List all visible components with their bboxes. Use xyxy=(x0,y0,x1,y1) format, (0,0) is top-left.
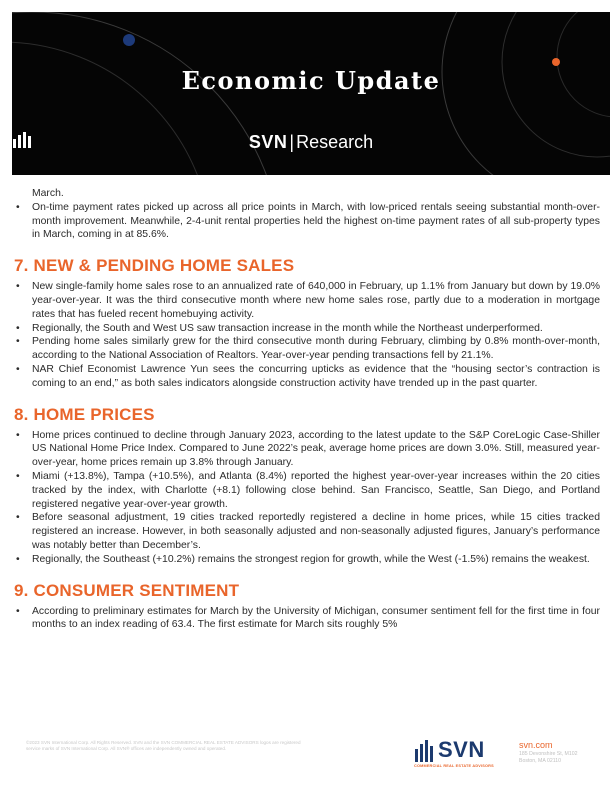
bullet-text: Regionally, the South and West US saw transaction increase in the month while the Northeast underperformed. xyxy=(32,322,543,334)
list-item xyxy=(14,605,600,633)
list-item xyxy=(14,363,600,391)
bullet-icon: • xyxy=(16,363,20,375)
list-item xyxy=(14,553,600,567)
bullet-text: Regionally, the Southeast (+10.2%) remains the strongest region for growth, while the West (-1.5%) remains the weakest. xyxy=(32,553,590,565)
bullet-icon: • xyxy=(16,553,20,565)
list-item xyxy=(14,511,600,552)
footer-logo-tagline: COMMERCIAL REAL ESTATE ADVISORS xyxy=(414,764,494,768)
footer-logo-text: SVN xyxy=(438,737,485,762)
bullet-icon: • xyxy=(16,336,20,348)
svn-footer-logo xyxy=(414,738,504,774)
home-sales-bullet-list xyxy=(14,280,600,390)
website-link[interactable]: svn.com xyxy=(519,740,553,750)
orange-planet-icon xyxy=(552,58,560,66)
list-item xyxy=(14,429,600,470)
address-line: 185 Devonshire St, M102 xyxy=(519,751,578,757)
svn-bars-icon xyxy=(414,740,436,762)
consumer-sentiment-bullet-list xyxy=(14,605,600,633)
list-item xyxy=(14,335,600,363)
main-content xyxy=(14,187,600,632)
blue-planet-icon xyxy=(123,34,135,46)
bullet-text: NAR Chief Economist Lawrence Yun sees the concurring upticks as evidence that the “housing sector’s contraction is coming to an end,” as both sales indicators alongside construction activity have trended up in the past quarter. xyxy=(32,363,600,389)
bullet-text: On-time payment rates picked up across all price points in March, with low-priced rentals seeing substantial month-over-month improvement. Meanwhile, 2-4-unit rental properties held the highest on-time payment rates of all sub-property types in March, coming in at 85.6%. xyxy=(32,201,600,241)
page-title: Economic Update xyxy=(181,66,441,95)
bullet-icon: • xyxy=(16,470,20,482)
bullet-icon: • xyxy=(16,281,20,293)
list-item xyxy=(14,322,600,336)
list-item xyxy=(14,470,600,511)
bullet-text: Miami (+13.8%), Tampa (+10.5%), and Atlanta (8.4%) reported the highest year-over-year increases within the 20 cities tracked by the index, with Charlotte (+8.1) following close behind. San Francisco, Seattle, San Diego, and Portland registered negative year-over-year growth. xyxy=(32,470,600,510)
list-item xyxy=(14,280,600,321)
page-footer xyxy=(26,737,586,780)
header-banner xyxy=(12,12,610,175)
bullet-icon: • xyxy=(16,605,20,617)
continued-text: March. xyxy=(32,188,64,199)
bullet-text: Pending home sales similarly grew for the third consecutive month during February, climbing by 0.8% month-over-month, according to the National Association of Realtors. Year-over-year pending transactions fell by 21.1%. xyxy=(32,336,600,362)
brand-divider: | xyxy=(289,132,295,152)
bullet-icon: • xyxy=(16,429,20,441)
bullet-text: Before seasonal adjustment, 19 cities tracked reportedly registered a decline in home prices, while 15 cities tracked registered an increase. However, in both seasonally adjusted and non-seasonally adjusted figures, January’s performance was notably better than December’s. xyxy=(32,512,600,551)
section-heading-consumer-sentiment: 9. CONSUMER SENTIMENT xyxy=(14,580,240,600)
bullet-icon: • xyxy=(16,512,20,524)
brand-name: SVN xyxy=(248,132,288,152)
brand-lockup xyxy=(12,132,610,153)
home-prices-bullet-list xyxy=(14,429,600,567)
svn-bars-icon xyxy=(12,132,34,148)
section-heading-home-sales: 7. NEW & PENDING HOME SALES xyxy=(14,256,295,276)
legal-notice: ©2023 SVN International Corp. All Rights Reserved. SVN and the SVN COMMERCIAL REAL ESTATE ADVISORS logos are registered service marks of SVN International Corp. All SVN® offices are independently owned and operated. xyxy=(26,740,301,751)
bullet-text: New single-family home sales rose to an annualized rate of 640,000 in February, up 1.1% from January but down by 19.0% year-over-year. It was the third consecutive month where new home sales rose, partly due to a moderation in mortgage rates that has fueled recent homebuying activity. xyxy=(32,281,600,320)
bullet-icon: • xyxy=(16,322,20,334)
bullet-text: According to preliminary estimates for March by the University of Michigan, consumer sentiment fell for the first time in four months to an index reading of 63.4. The first estimate for March sits roughly 5% xyxy=(32,605,600,631)
bullet-icon: • xyxy=(16,201,20,213)
address-line: Boston, MA 02110 xyxy=(519,758,562,764)
bullet-text: Home prices continued to decline through January 2023, according to the latest update to the S&P CoreLogic Case-Shiller US National Home Price Index. Compared to June 2022’s peak, average home prices are down 3.0%. Still, measured year-over-year, home prices remain up 3.8% through January. xyxy=(32,429,600,469)
brand-division: Research xyxy=(296,132,374,152)
list-item xyxy=(14,201,600,242)
footer-contact xyxy=(519,740,589,765)
section-heading-home-prices: 8. HOME PRICES xyxy=(14,404,155,424)
intro-bullet-list xyxy=(14,201,600,242)
